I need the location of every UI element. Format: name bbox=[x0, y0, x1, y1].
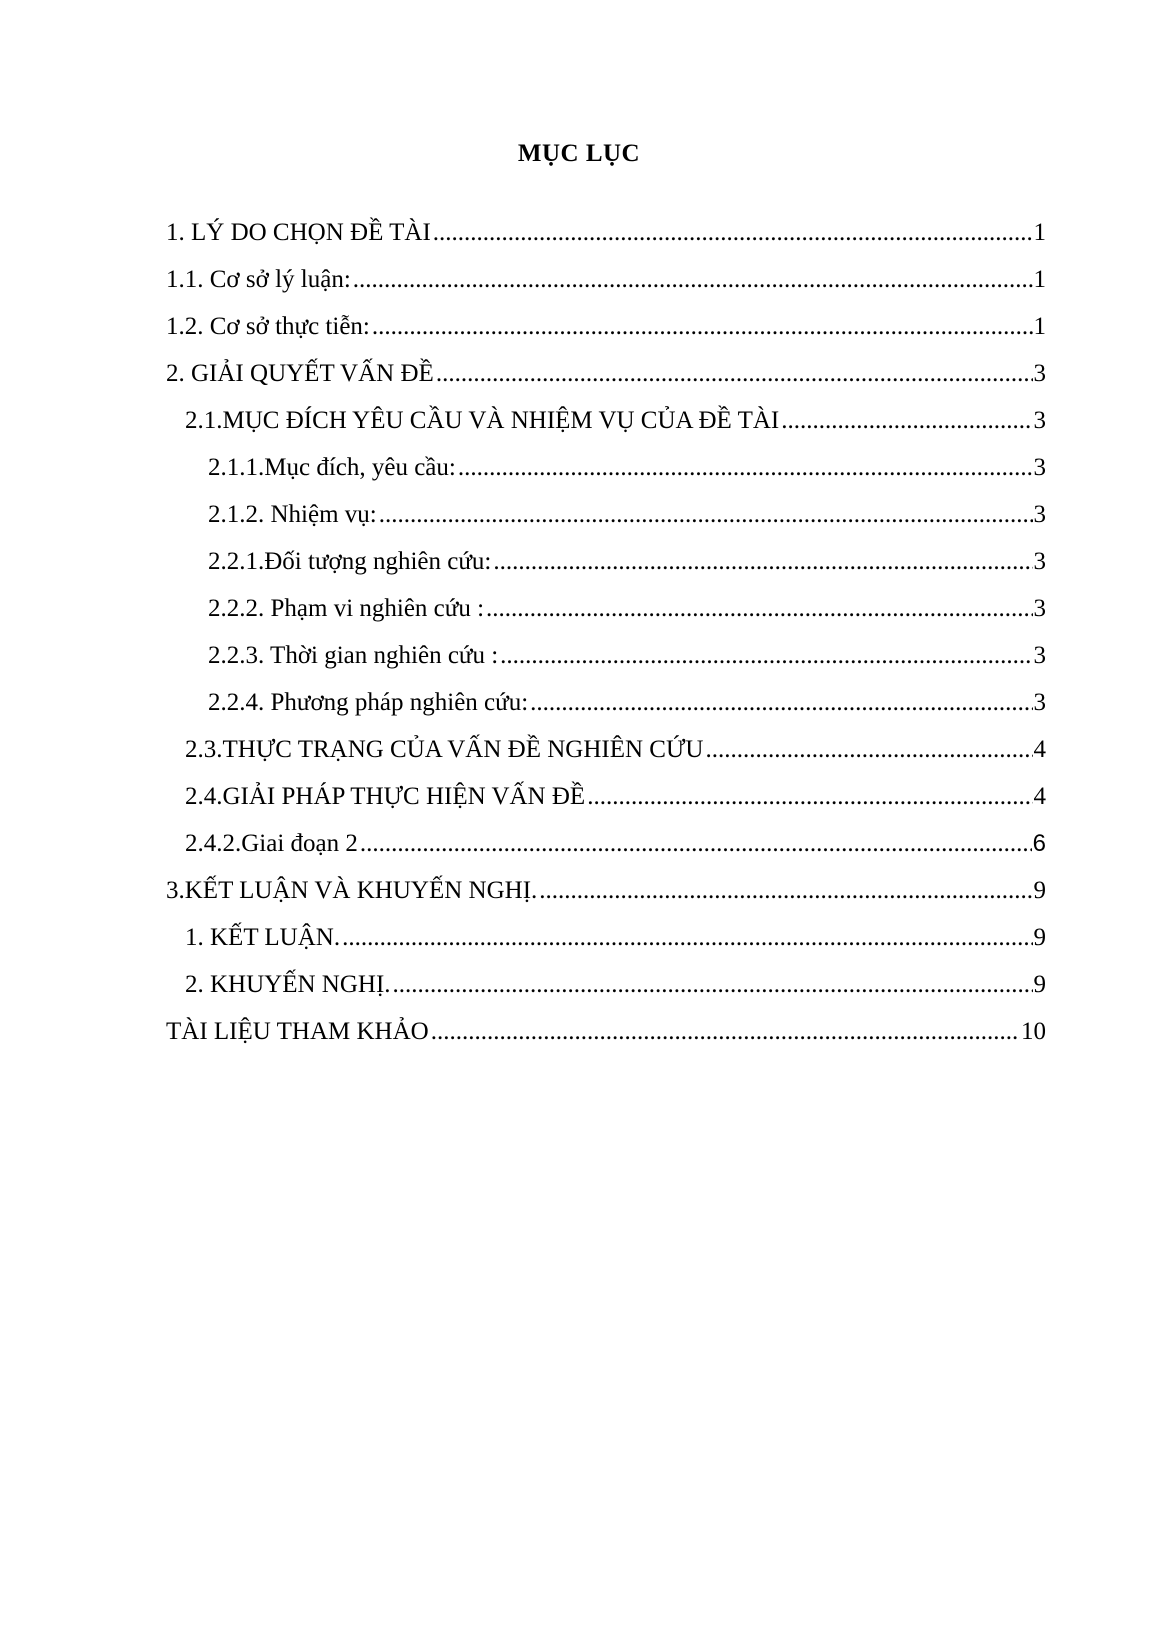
toc-dot-leader bbox=[436, 360, 1033, 388]
toc-entry[interactable] bbox=[166, 999, 1046, 1046]
toc-entry[interactable] bbox=[166, 200, 1046, 247]
toc-entry[interactable] bbox=[166, 247, 1046, 294]
toc-dot-leader bbox=[705, 736, 1032, 764]
toc-page-number: 3 bbox=[1033, 642, 1046, 669]
toc-page-number: 3 bbox=[1033, 407, 1046, 434]
toc-entry[interactable] bbox=[166, 717, 1046, 764]
toc-page-number: 3 bbox=[1033, 501, 1046, 528]
toc-entry-label: 2.1.2. Nhiệm vụ: bbox=[208, 501, 377, 528]
toc-dot-leader bbox=[342, 924, 1032, 952]
toc-page-number: 3 bbox=[1033, 548, 1046, 575]
toc-page-number: 4 bbox=[1033, 783, 1046, 810]
toc-page-number: 4 bbox=[1033, 736, 1046, 763]
toc-entry-label: 2.1.MỤC ĐÍCH YÊU CẦU VÀ NHIỆM VỤ CỦA ĐỀ TÀI bbox=[185, 407, 780, 434]
toc-dot-leader bbox=[372, 313, 1033, 341]
toc-entry[interactable] bbox=[166, 294, 1046, 341]
toc-entry[interactable] bbox=[166, 482, 1046, 529]
toc-entry[interactable] bbox=[166, 670, 1046, 717]
toc-page-number: 3 bbox=[1033, 360, 1046, 387]
toc-entry-label: 2.4.GIẢI PHÁP THỰC HIỆN VẤN ĐỀ bbox=[185, 783, 586, 810]
toc-page-number: 1 bbox=[1033, 313, 1046, 340]
toc-page-number: 3 bbox=[1033, 689, 1046, 716]
toc-dot-leader bbox=[539, 877, 1032, 905]
toc-entry-label: 2. GIẢI QUYẾT VẤN ĐỀ bbox=[166, 360, 434, 387]
toc-entry[interactable] bbox=[166, 952, 1046, 999]
toc-dot-leader bbox=[353, 266, 1033, 294]
toc-entry-label: 1.1. Cơ sở lý luận: bbox=[166, 266, 351, 293]
toc-entry-label: 2.1.1.Mục đích, yêu cầu: bbox=[208, 454, 456, 481]
toc-dot-leader bbox=[530, 689, 1032, 717]
toc-entry-label: 3.KẾT LUẬN VÀ KHUYẾN NGHỊ. bbox=[166, 877, 538, 904]
toc-dot-leader bbox=[493, 548, 1032, 576]
toc-entry-label: 1. KẾT LUẬN. bbox=[185, 924, 341, 951]
toc-dot-leader bbox=[486, 595, 1032, 623]
toc-entry-label: 1. LÝ DO CHỌN ĐỀ TÀI bbox=[166, 219, 431, 246]
toc-page-number: 6 bbox=[1032, 830, 1046, 857]
toc-entry[interactable] bbox=[166, 388, 1046, 435]
toc-page-number: 1 bbox=[1033, 219, 1046, 246]
toc-entry[interactable] bbox=[166, 811, 1046, 858]
toc-entry-label: 1.2. Cơ sở thực tiễn: bbox=[166, 313, 370, 340]
toc-entry-label: 2.3.THỰC TRẠNG CỦA VẤN ĐỀ NGHIÊN CỨU bbox=[185, 736, 704, 763]
toc-entry[interactable] bbox=[166, 435, 1046, 482]
toc-page-number: 3 bbox=[1033, 454, 1046, 481]
toc-entry-label: TÀI LIỆU THAM KHẢO bbox=[166, 1018, 429, 1045]
toc-dot-leader bbox=[458, 454, 1033, 482]
toc-dot-leader bbox=[587, 783, 1032, 811]
toc-dot-leader bbox=[433, 219, 1033, 247]
toc-entry-label: 2.2.1.Đối tượng nghiên cứu: bbox=[208, 548, 492, 575]
toc-entry[interactable] bbox=[166, 623, 1046, 670]
toc-dot-leader bbox=[781, 407, 1032, 435]
toc-entry-label: 2.2.2. Phạm vi nghiên cứu : bbox=[208, 595, 485, 622]
toc-page-number: 3 bbox=[1033, 595, 1046, 622]
toc-page-number: 9 bbox=[1033, 877, 1046, 904]
toc-entry-label: 2.4.2.Giai đoạn 2 bbox=[185, 830, 358, 857]
toc-entry[interactable] bbox=[166, 529, 1046, 576]
toc-page-number: 9 bbox=[1033, 924, 1046, 951]
table-of-contents bbox=[166, 200, 1046, 1046]
toc-title: MỤC LỤC bbox=[517, 140, 641, 167]
toc-entry-label: 2.2.3. Thời gian nghiên cứu : bbox=[208, 642, 499, 669]
toc-entry[interactable] bbox=[166, 576, 1046, 623]
toc-entry-label: 2.2.4. Phương pháp nghiên cứu: bbox=[208, 689, 529, 716]
toc-dot-leader bbox=[431, 1018, 1020, 1046]
toc-dot-leader bbox=[360, 830, 1032, 858]
toc-entry-label: 2. KHUYẾN NGHỊ. bbox=[185, 971, 391, 998]
toc-page-number: 9 bbox=[1033, 971, 1046, 998]
toc-dot-leader bbox=[500, 642, 1032, 670]
toc-entry[interactable] bbox=[166, 905, 1046, 952]
toc-entry[interactable] bbox=[166, 858, 1046, 905]
toc-page-number: 10 bbox=[1021, 1018, 1046, 1045]
toc-dot-leader bbox=[379, 501, 1033, 529]
toc-page-number: 1 bbox=[1033, 266, 1046, 293]
toc-entry[interactable] bbox=[166, 764, 1046, 811]
toc-entry[interactable] bbox=[166, 341, 1046, 388]
toc-dot-leader bbox=[393, 971, 1033, 999]
